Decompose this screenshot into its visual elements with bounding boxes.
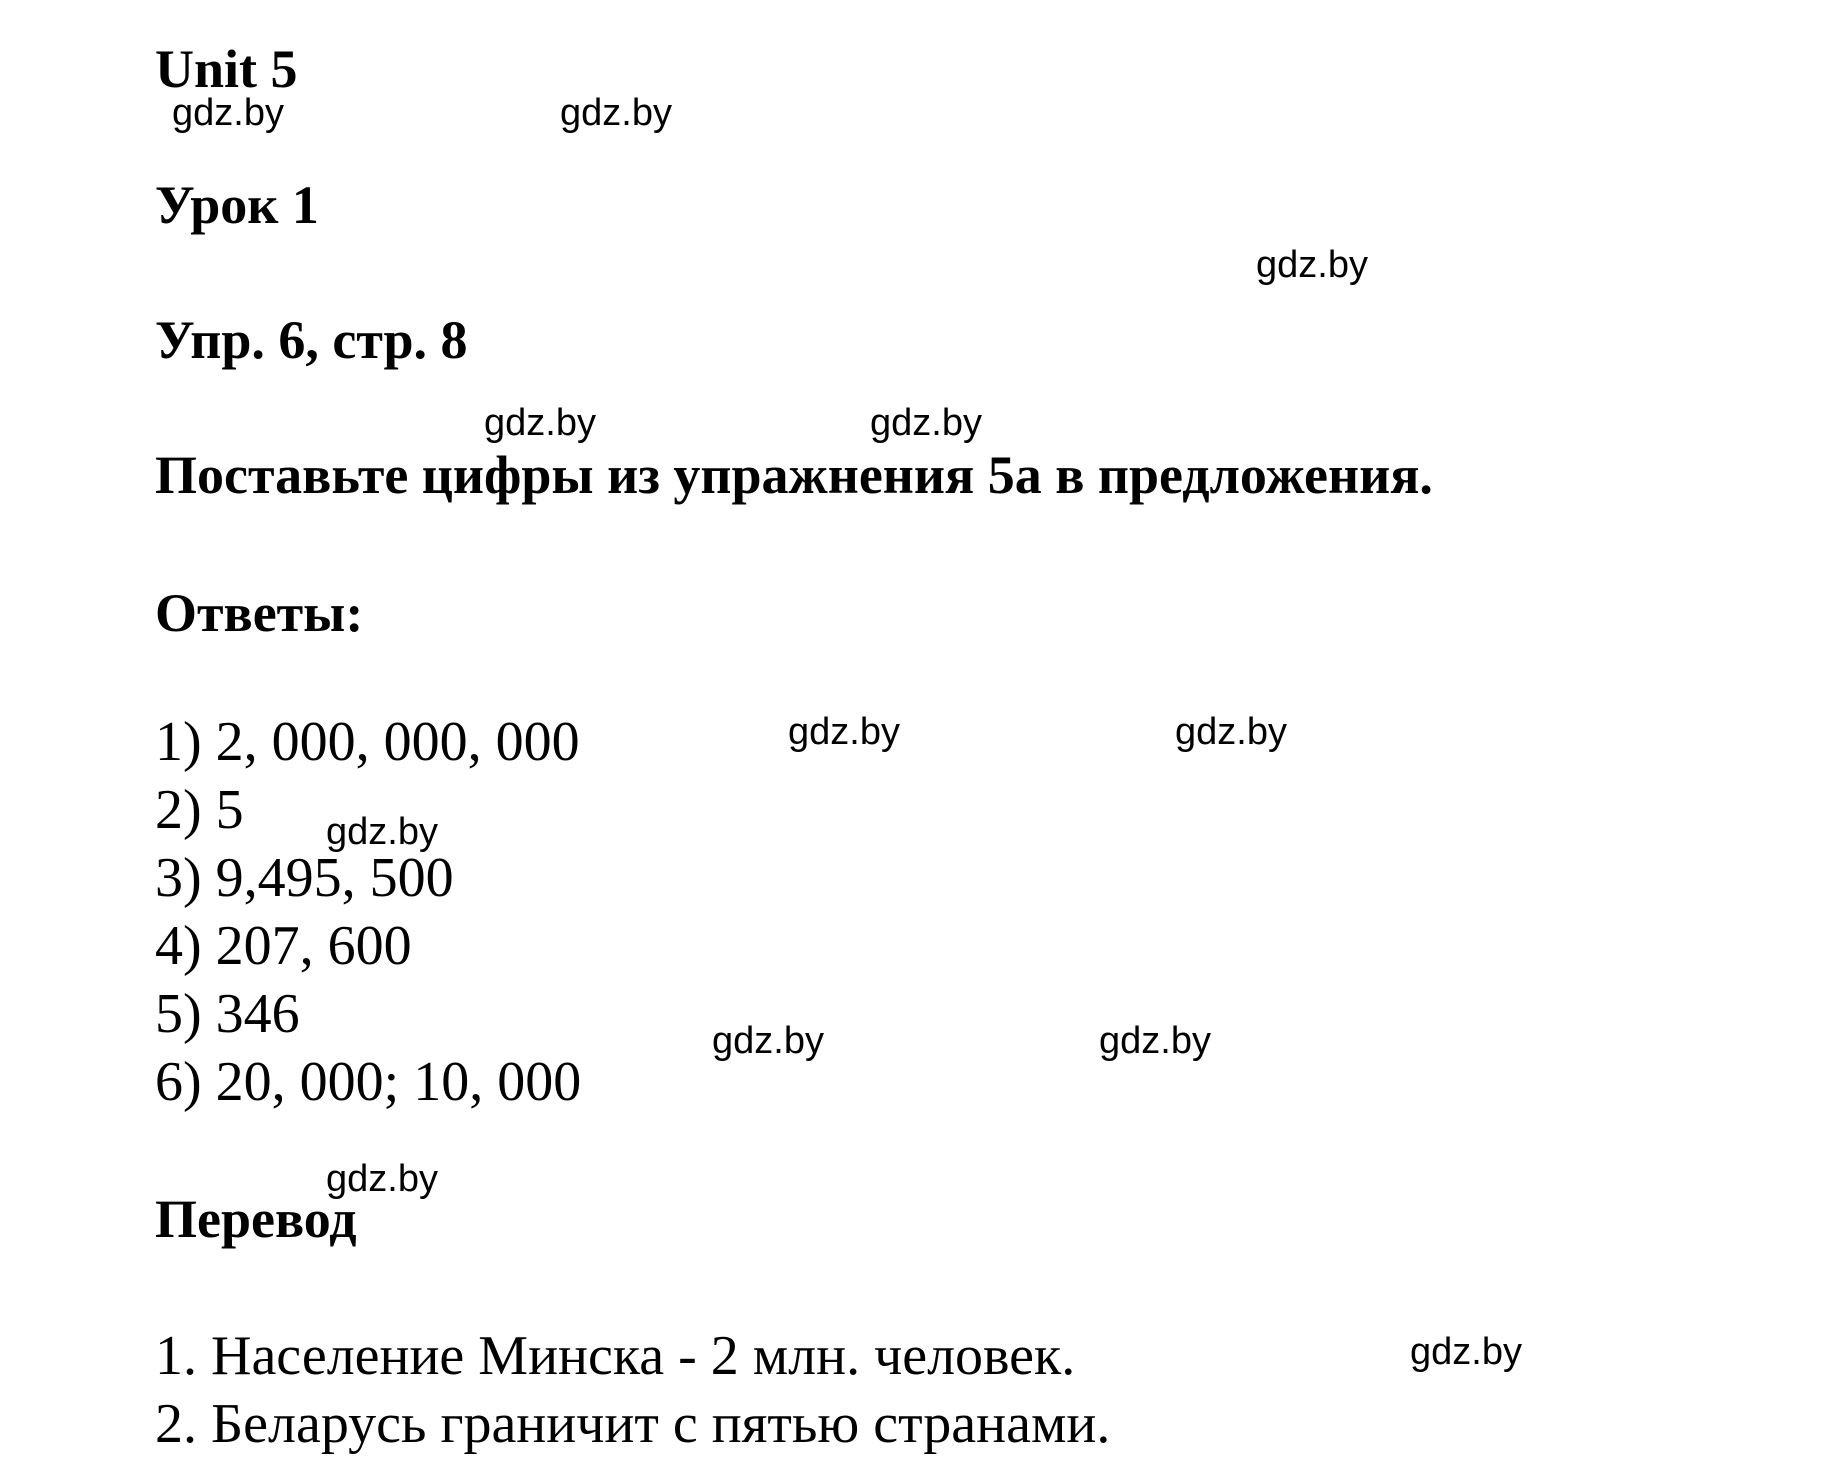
watermark: gdz.by [788,711,900,753]
unit-title: Unit 5 [155,39,298,99]
watermark: gdz.by [712,1020,824,1062]
translation-heading: Перевод [155,1189,357,1249]
answer-item: 2) 5 [155,779,244,841]
answer-item: 4) 207, 600 [155,915,412,977]
exercise-title: Упр. 6, стр. 8 [155,310,468,370]
translation-item: 2. Беларусь граничит с пятью странами. [155,1393,1111,1455]
watermark: gdz.by [560,92,672,134]
watermark: gdz.by [484,402,596,444]
watermark: gdz.by [1256,244,1368,286]
translation-list [155,1322,1110,1458]
watermark: gdz.by [172,92,284,134]
answer-item: 5) 346 [155,983,300,1045]
watermark: gdz.by [1175,711,1287,753]
answer-item: 6) 20, 000; 10, 000 [155,1051,582,1113]
watermark: gdz.by [870,402,982,444]
watermark: gdz.by [326,811,438,853]
task-instruction: Поставьте цифры из упражнения 5a в предложения. [155,445,1433,505]
answers-heading: Ответы: [155,583,364,643]
answer-item: 3) 9,495, 500 [155,847,454,909]
watermark: gdz.by [326,1158,438,1200]
watermark: gdz.by [1410,1331,1522,1373]
lesson-title: Урок 1 [155,175,319,235]
answer-item: 1) 2, 000, 000, 000 [155,711,580,773]
translation-item: 1. Население Минска - 2 млн. человек. [155,1325,1076,1387]
watermark: gdz.by [1099,1020,1211,1062]
answers-list [155,708,581,1116]
